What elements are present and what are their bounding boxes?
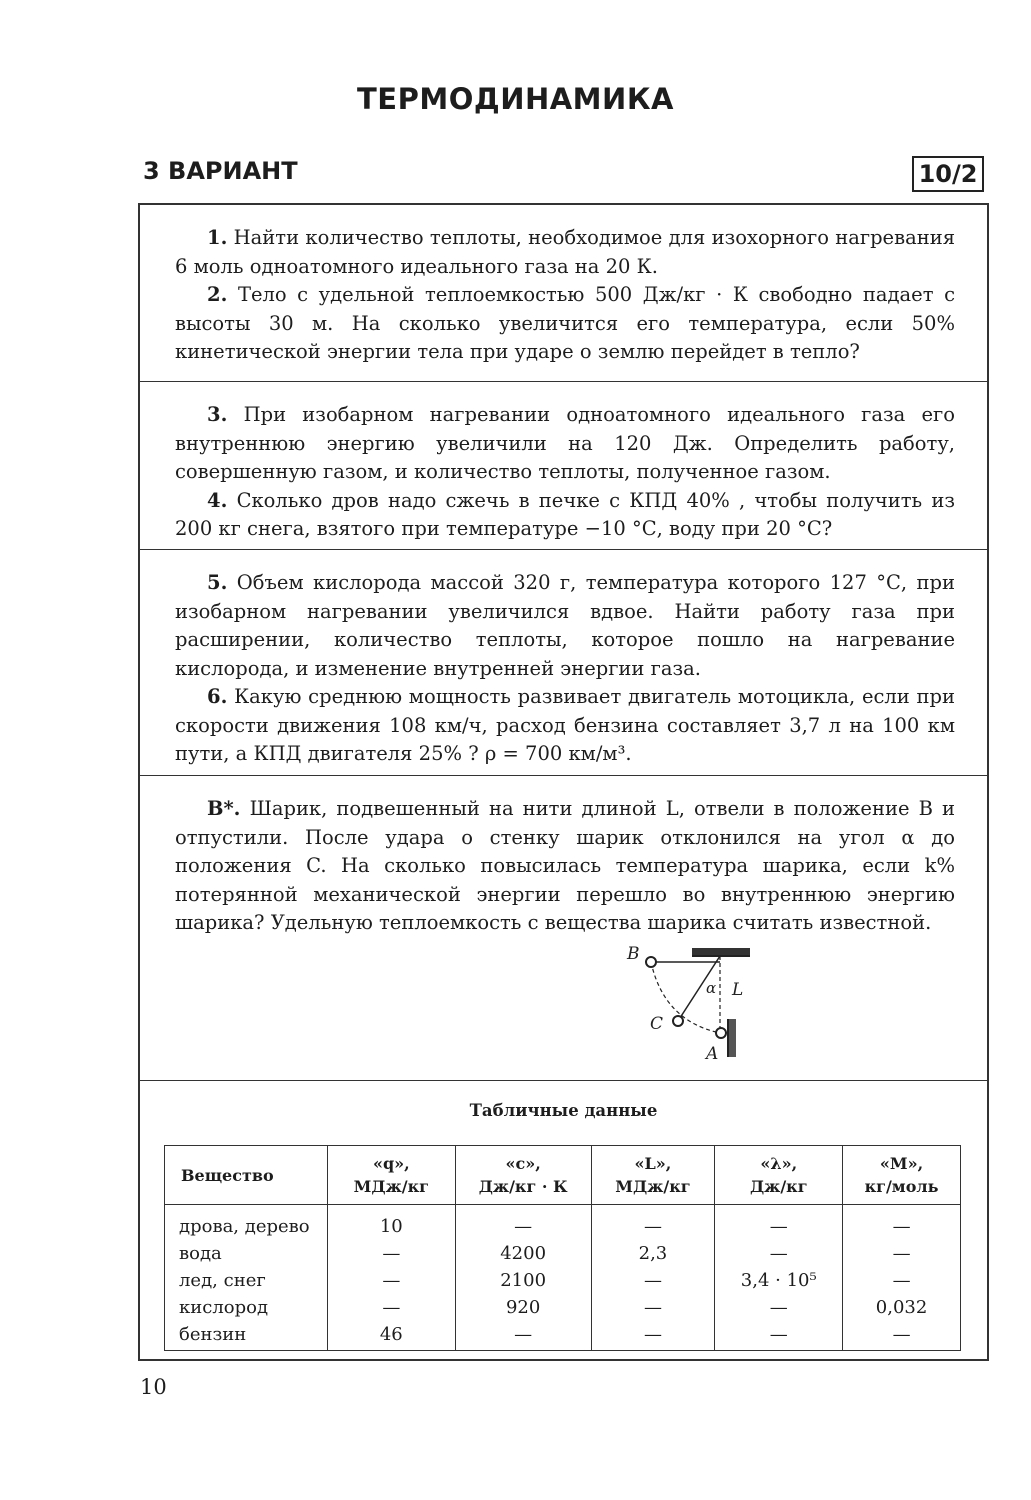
table-body	[165, 1205, 961, 1351]
table-cell: —	[514, 1324, 533, 1345]
problem-2: 2. Тело с удельной теплоемкостью 500 Дж/кг · К свободно падает с высоты 30 м. На сколько увеличится его температура, если 50% кинетической энергии тела при ударе о землю перейдет в тепло?	[175, 283, 955, 363]
table-cell: бензин	[179, 1324, 247, 1345]
variant-code-box: 10/2	[912, 156, 984, 192]
table-cell: —	[769, 1243, 788, 1264]
table-cell: —	[769, 1297, 788, 1318]
table-cell: 46	[379, 1324, 403, 1345]
col-l	[591, 1205, 715, 1351]
table-cell: —	[382, 1243, 401, 1264]
col-header-lambda: «λ», Дж/кг	[715, 1146, 843, 1205]
label-c: C	[650, 1014, 664, 1034]
ball-a	[716, 1028, 726, 1038]
table-cell: —	[769, 1216, 788, 1237]
table-cell: 920	[505, 1297, 541, 1318]
table-cell: лед, снег	[179, 1270, 266, 1291]
table-cell: 3,4 · 10⁵	[740, 1270, 817, 1291]
table-cell: кислород	[179, 1297, 269, 1318]
page-title: ТЕРМОДИНАМИКА	[357, 82, 674, 116]
table-cell: 2100	[500, 1270, 547, 1291]
page-number: 10	[140, 1375, 167, 1399]
ball-b	[646, 957, 656, 967]
col-header-m: «M», кг/моль	[843, 1146, 961, 1205]
data-table	[164, 1145, 961, 1351]
table-cell: —	[382, 1297, 401, 1318]
col-header-l: «L», МДж/кг	[591, 1146, 715, 1205]
label-l: L	[732, 980, 744, 1000]
label-b: B	[627, 944, 640, 964]
col-c	[455, 1205, 591, 1351]
problem-3: 3. При изобарном нагревании одноатомного идеального газа его внутреннюю энергию увеличили на 120 Дж. Определить работу, совершенную газом, и количество теплоты, полученное газом.	[175, 403, 955, 483]
table-cell: —	[643, 1324, 662, 1345]
table-cell: 4200	[500, 1243, 547, 1264]
ball-c	[673, 1016, 683, 1026]
col-lambda	[715, 1205, 843, 1351]
col-q	[327, 1205, 455, 1351]
table-cell: дрова, дерево	[179, 1216, 310, 1237]
table-title: Табличные данные	[469, 1101, 658, 1120]
label-alpha: α	[706, 979, 717, 997]
problem-1: 1. Найти количество теплоты, необходимое для изохорного нагревания 6 моль одноатомного идеального газа на 20 К.	[175, 226, 955, 278]
table-cell: —	[892, 1216, 911, 1237]
table-cell: —	[514, 1216, 533, 1237]
table-cell: —	[892, 1243, 911, 1264]
section-3	[140, 550, 987, 776]
col-substance	[165, 1205, 328, 1351]
problem-4: 4. Сколько дров надо сжечь в печке с КПД 40% , чтобы получить из 200 кг снега, взятого при температуре −10 °С, воду при 20 °С?	[175, 488, 955, 540]
problems-frame	[138, 203, 989, 1361]
table-cell: —	[643, 1270, 662, 1291]
table-cell: вода	[179, 1243, 222, 1264]
table-cell: —	[382, 1270, 401, 1291]
pendulum-diagram	[622, 941, 762, 1063]
problem-bonus: B*. Шарик, подвешенный на нити длиной L, отвели в положение B и отпустили. После удара о стенку шарик отклонился на угол α до положения C. На сколько повысилась температура шарика, если k% потерянной механической энергии перешло во внутреннюю энергию шарика? Удельную теплоемкость c вещества шарика считать известной.	[175, 797, 955, 934]
problem-5: 5. Объем кислорода массой 320 г, температура которого 127 °С, при изобарном нагревании увеличился вдвое. Найти работу газа при расширении, количество теплоты, которое пошло на нагревание кислорода, и изменение внутренней энергии газа.	[175, 571, 955, 680]
table-cell: —	[643, 1216, 662, 1237]
table-cell: 10	[379, 1216, 403, 1237]
label-a: A	[706, 1044, 719, 1063]
col-header-substance: Вещество	[165, 1146, 328, 1205]
problem-6: 6. Какую среднюю мощность развивает двигатель мотоцикла, если при скорости движения 108 км/ч, расход бензина составляет 3,7 л на 100 км пути, а КПД двигателя 25% ? ρ = 700 км/м³.	[175, 685, 956, 765]
col-header-c: «c», Дж/кг · К	[455, 1146, 591, 1205]
table-cell: 2,3	[638, 1243, 668, 1264]
table-cell: —	[892, 1324, 911, 1345]
col-m	[843, 1205, 961, 1351]
variant-label: 3 ВАРИАНТ	[143, 157, 298, 185]
table-cell: —	[769, 1324, 788, 1345]
section-2	[140, 382, 987, 550]
ceiling-hatch	[692, 948, 750, 956]
table-cell: 0,032	[875, 1297, 928, 1318]
wall	[728, 1019, 736, 1057]
section-bonus	[140, 776, 987, 1081]
table-cell: —	[892, 1270, 911, 1291]
table-cell: —	[643, 1297, 662, 1318]
table-header-row	[165, 1146, 961, 1205]
section-1	[140, 205, 987, 382]
col-header-q: «q», МДж/кг	[327, 1146, 455, 1205]
